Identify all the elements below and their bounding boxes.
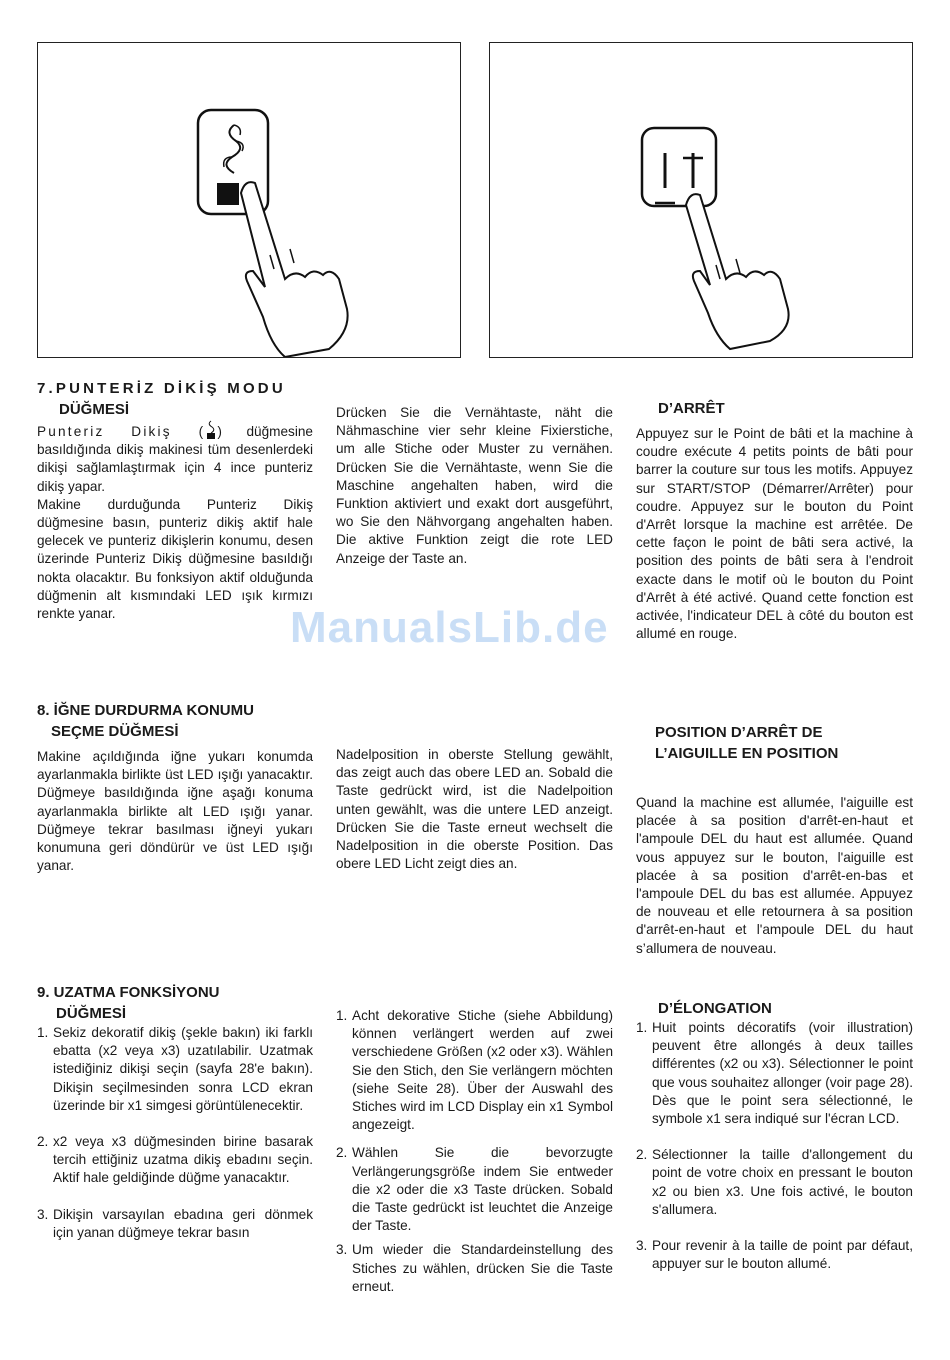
section8-fr-title-2: L’AIGUILLE EN POSITION xyxy=(655,745,839,762)
item-text: Wählen Sie die bevorzugte Verlängerungsgröße indem Sie entweder die x2 oder die x3 Taste drücken. Sobald die Taste gedrückt ist leuchtet die Anzeige der Taste. xyxy=(352,1145,613,1234)
list-item xyxy=(336,1144,613,1235)
list-gap xyxy=(37,1115,313,1133)
item-text: Um wieder die Standardeinstellung des Stiches zu wählen, drücken Sie die Taste erneut. xyxy=(352,1242,613,1294)
section8-fr-title-1: POSITION D’ARRÊT DE xyxy=(655,724,823,741)
item-number: 3. xyxy=(336,1242,348,1258)
item-number: 2. xyxy=(636,1147,648,1163)
item-text: Dikişin varsayılan ebadına geri dönmek için yanan düğmeye tekrar basın xyxy=(53,1206,313,1240)
needle-position-button-icon xyxy=(490,43,912,357)
list-gap xyxy=(336,1134,613,1144)
figure-tack-stitch xyxy=(37,42,461,358)
section7-fr-title: D’ARRÊT xyxy=(658,400,725,417)
item-number: 1. xyxy=(37,1025,49,1040)
section7-tr xyxy=(37,378,313,623)
section9-fr-list xyxy=(636,1019,913,1273)
section9-tr xyxy=(37,982,313,1242)
section8-tr-p: Makine açıldığında iğne yukarı konumda ayarlanmakla birlikte üst LED ışığı yanacaktır. Düğmeye basıldığında iğne aşağı konuma ayarlanmakla birlikte alt LED ışığı yanar. Düğmeye tekrar basılması iğneyi yukarı konumuna geri döndürür ve üst LED ışığı yanar. xyxy=(37,749,313,874)
section7-fr-p: Appuyez sur le Point de bâti et la machine à coudre exécute 4 petits points de bâti pour barrer la couture sur tous les motifs. Appuyez sur START/STOP (Démarrer/Arrêter) pour coudre. Appuyez sur le bouton du Point d'Arrêt lorsque la machine est arrêtée. De cette façon le point de bâti sera activé, la position des points de bâti sera à l'endroit exacte dans le motif où le bouton du Point d'Arrêt à été activé. Quand cette fonction est activée, l'indicateur DEL à côté du bouton est allumé en rouge. xyxy=(636,426,913,642)
section9-tr-title-2: DÜĞMESİ xyxy=(56,1005,127,1022)
section8-tr xyxy=(37,700,313,875)
figure-needle-position xyxy=(489,42,913,358)
section8-de xyxy=(336,746,613,873)
section7-de xyxy=(336,404,613,568)
item-number: 3. xyxy=(37,1206,49,1222)
section7-tr-title-1: 7.PUNTERİZ DİKİŞ MODU xyxy=(37,380,286,397)
section7-fr xyxy=(636,398,913,643)
list-item xyxy=(37,1024,313,1115)
section8-tr-title-1: 8. İĞNE DURDURMA KONUMU xyxy=(37,702,254,719)
section7-de-p: Drücken Sie die Vernähtaste, näht die Nähmaschine vier sehr kleine Fixierstiche, um alle Stiche oder Muster zu vernähen. Drücken Sie die Vernähtaste, wenn Sie die Maschine angehalten haben, wird die Funktion aktiviert und exakt dort ausgeführt, wo Sie den Nähvorgang angehalten haben. Die aktive Funktion zeigt die rote LED Anzeige der Taste an. xyxy=(336,405,613,566)
list-gap xyxy=(37,1188,313,1206)
list-item xyxy=(37,1206,313,1242)
item-text: Sekiz dekoratif dikiş (şekle bakın) iki farklı ebatta (x2 veya x3) uzatılabilir. Uzatmak istediğiniz dikişi seçin (sayfa 28'e bakın). Dikişin seçilmesinden sonra LCD ekran üzerinde bir x1 simgesi görüntülenecektir. xyxy=(53,1025,313,1113)
section9-de xyxy=(336,1007,613,1296)
list-item xyxy=(336,1241,613,1296)
list-item xyxy=(636,1146,913,1219)
item-number: 1. xyxy=(336,1008,348,1023)
item-text: Sélectionner la taille d'allongement du point de votre choix en pressant le bouton x2 ou bien x3. Une fois activé, le bouton s'allumera. xyxy=(652,1147,913,1217)
item-text: Acht dekorative Stiche (siehe Abbildung) können verlängert werden auf zwei verschiedene Größen (x2 oder x3). Wählen Sie den Stich, den Sie verlängern möchten (siehe Seite 28). Über der Auswahl des Stiches wird im LCD Display ein x1 Symbol angezeigt. xyxy=(352,1008,613,1133)
item-text: x2 veya x3 düğmesinden birine basarak tercih ettiğiniz uzatma dikiş ebadını seçin. Aktif hale geldiğinde düğme yanacaktır. xyxy=(53,1134,313,1186)
section8-tr-title-2: SEÇME DÜĞMESİ xyxy=(51,723,179,740)
list-item xyxy=(336,1007,613,1134)
item-number: 3. xyxy=(636,1238,648,1254)
item-text: Huit points décoratifs (voir illustration) peuvent être allongés à deux tailles différentes (x2 ou x3). Sélectionner le point que vous souhaitez allonger (voir page 28). Dès que le point sera sélectionné, le symbole x1 sera indiqué sur l'écran LCD. xyxy=(652,1020,913,1127)
list-gap xyxy=(636,1219,913,1237)
section7-tr-title-2: DÜĞMESİ xyxy=(59,401,130,418)
tack-stitch-button-icon xyxy=(38,43,460,357)
section9-de-list xyxy=(336,1007,613,1296)
section8-fr xyxy=(636,722,913,958)
section9-tr-title-1: 9. UZATMA FONKSİYONU xyxy=(37,984,220,1001)
list-item xyxy=(636,1019,913,1128)
section8-fr-p: Quand la machine est allumée, l'aiguille est placée à sa position d'arrêt-en-haut et l'ampoule DEL du haut est allumée. Quand vous appuyez sur le bouton, l'aiguille est placée à sa position d'arrêt-en-bas et l'ampoule DEL du bas est allumée. Appuyez de nouveau et elle retournera à sa position d'arrêt-en-haut et l'ampoule DEL du haut s’allumera de nouveau. xyxy=(636,795,913,956)
section8-de-p: Nadelposition in oberste Stellung gewählt, das zeigt auch das obere LED an. Sobald die Taste gedrückt wird, ist die Nadelpoition unten gewählt, was die untere LED anzeigt. Drücken Sie die Taste erneut wechselt die Nadelposition in die oberste Position. Das obere LED Licht zeigt dies an. xyxy=(336,747,613,872)
section9-tr-list xyxy=(37,1024,313,1242)
section9-fr-title: D’ÉLONGATION xyxy=(658,1000,772,1017)
section9-fr xyxy=(636,998,913,1273)
section7-tr-p1-post: ) düğmesine basıldığında dikiş makinesi tüm desenlerdeki dikişi sağlamlaştırmak için 4 ince punteriz dikiş yapar. xyxy=(37,424,313,494)
section7-tr-p1 xyxy=(37,420,313,496)
list-item xyxy=(636,1237,913,1273)
list-gap xyxy=(636,1128,913,1146)
list-item xyxy=(37,1133,313,1188)
section7-tr-p2: Makine durduğunda Punteriz Dikiş düğmesine basın, punteriz dikiş aktif hale gelecek ve punteriz dikişlerin konumu, desen üzerinde Punteriz Dikiş düğmesine basıldığı nokta olacaktır. Bu fonksiyon aktif olduğunda düğmenin alt kısmındaki LED ışık kırmızı renkte yanar. xyxy=(37,496,313,622)
item-text: Pour revenir à la taille de point par défaut, appuyer sur le bouton allumé. xyxy=(652,1238,913,1272)
tack-stitch-inline-icon xyxy=(205,420,217,440)
watermark: ManualsLib.de xyxy=(290,603,609,652)
item-number: 2. xyxy=(37,1134,49,1150)
section7-tr-p1-pre: Punteriz Dikiş ( xyxy=(37,424,206,439)
item-number: 1. xyxy=(636,1020,648,1035)
item-number: 2. xyxy=(336,1145,348,1161)
